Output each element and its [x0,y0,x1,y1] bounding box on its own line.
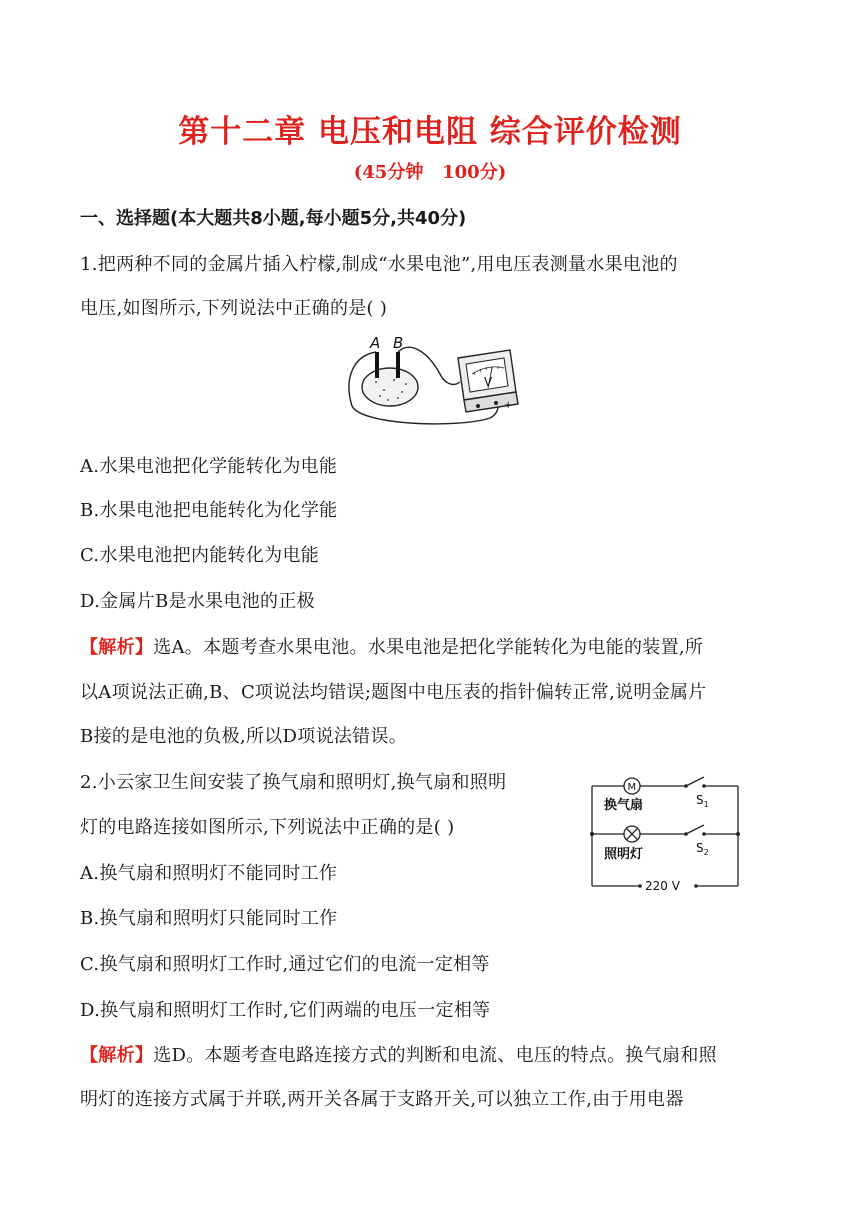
page-title: 第十二章 电压和电阻 综合评价检测 [178,114,682,150]
q1-stem-line-1: 1.把两种不同的金属片插入柠檬,制成“水果电池”,用电压表测量水果电池的 [80,254,678,275]
q2-stem-line-1: 2.小云家卫生间安装了换气扇和照明灯,换气扇和照明 [80,772,507,793]
q1-option-a: A.水果电池把化学能转化为电能 [80,456,338,477]
q1-option-b: B.水果电池把电能转化为化学能 [80,500,338,521]
lemon-icon [362,368,418,406]
section-heading: 一、选择题(本大题共8小题,每小题5分,共40分) [80,208,467,229]
q2-analysis-line-1: 【解析】选D。本题考查电路连接方式的判断和电流、电压的特点。换气扇和照 [80,1045,717,1066]
q2-analysis-tag: 【解析】 [80,1045,154,1066]
svg-text:换气扇: 换气扇 [604,798,644,813]
q2-analysis-line-2: 明灯的连接方式属于并联,两开关各属于支路开关,可以独立工作,由于用电器 [80,1089,684,1110]
voltmeter-icon [458,350,518,412]
svg-text:+: + [504,400,513,411]
svg-text:S1: $S_1$ [696,793,709,809]
q2-figure-circuit [586,772,742,898]
parallel-circuit-diagram [586,772,742,894]
q1-option-c: C.水果电池把内能转化为电能 [80,545,320,566]
q2-option-b: B.换气扇和照明灯只能同时工作 [80,908,338,929]
svg-text:照明灯: 照明灯 [604,847,644,862]
svg-text:A: A [370,334,381,352]
q1-stem-line-2: 电压,如图所示,下列说法中正确的是( ) [80,298,388,319]
q2-stem-line-2: 灯的电路连接如图所示,下列说法中正确的是( ) [80,817,455,838]
q1-figure-fruit-battery [340,330,530,434]
q2-option-a: A.换气扇和照明灯不能同时工作 [80,863,338,884]
q1-analysis-line-2: 以A项说法正确,B、C项说法均错误;题图中电压表的指针偏转正常,说明金属片 [80,682,707,703]
page-subtitle: (45分钟 100分) [353,162,507,183]
q1-option-d: D.金属片B是水果电池的正极 [80,591,315,612]
svg-text:V: V [484,375,493,389]
svg-text:B: B [393,334,404,352]
q1-analysis-tag: 【解析】 [80,637,154,658]
svg-text:220 V: 220 V [645,879,680,893]
q1-analysis-line-3: B接的是电池的负极,所以D项说法错误。 [80,726,408,747]
q2-option-d: D.换气扇和照明灯工作时,它们两端的电压一定相等 [80,1000,491,1021]
svg-text:M: M [627,782,637,793]
fruit-battery-diagram [340,330,530,430]
svg-text:S2: $S_2$ [696,841,709,857]
q2-option-c: C.换气扇和照明灯工作时,通过它们的电流一定相等 [80,954,490,975]
q1-analysis-line-1: 【解析】选A。本题考查水果电池。水果电池是把化学能转化为电能的装置,所 [80,637,704,658]
